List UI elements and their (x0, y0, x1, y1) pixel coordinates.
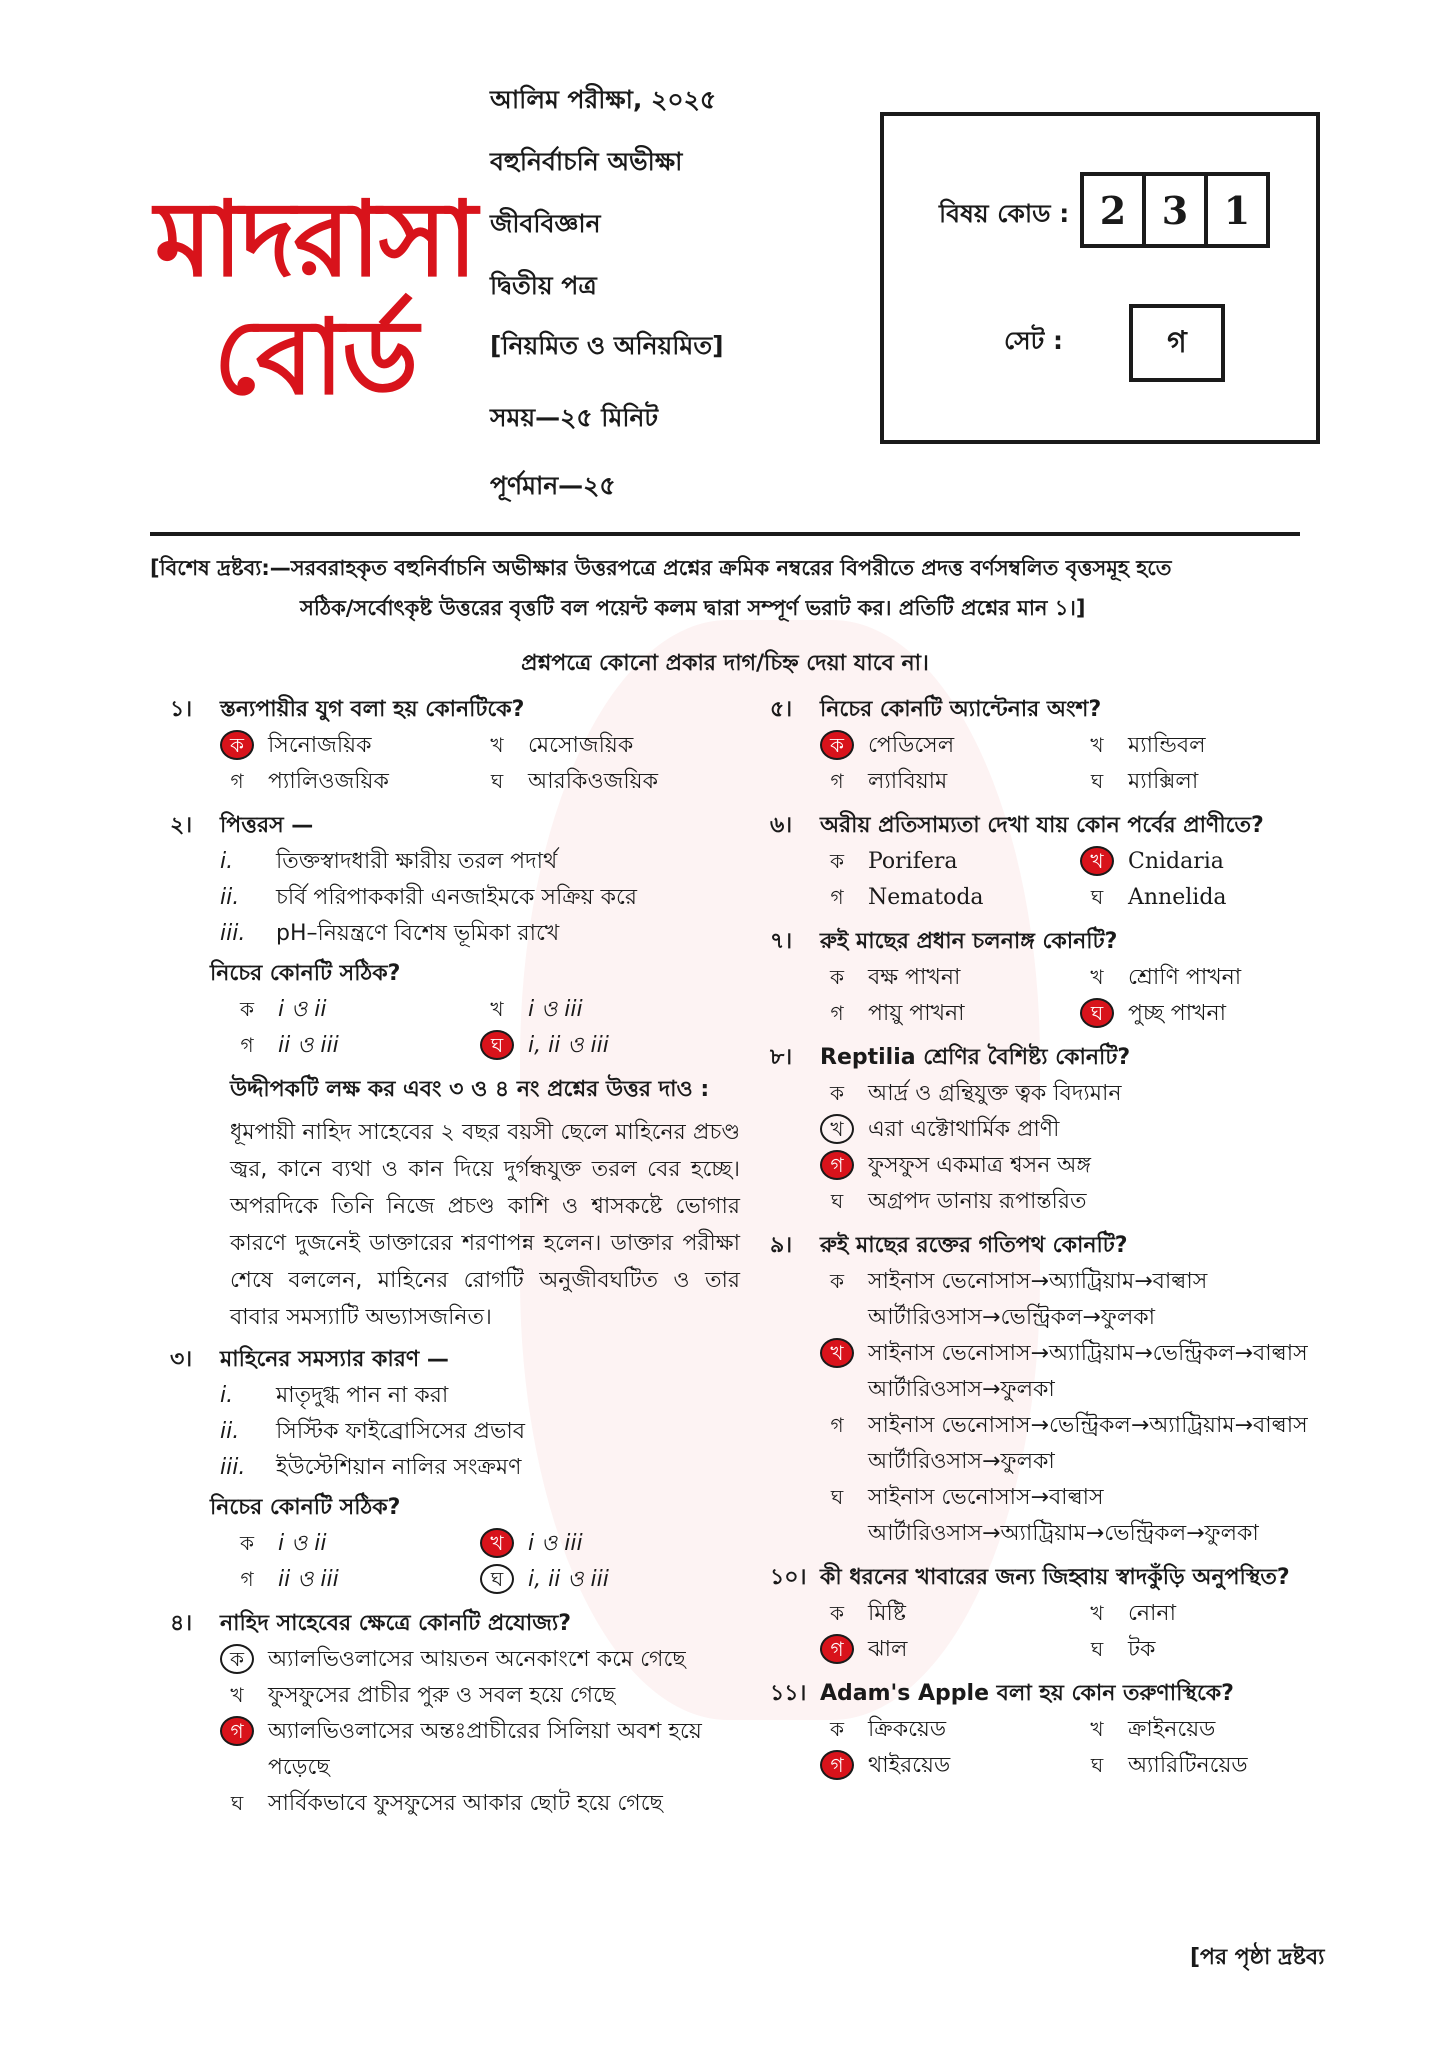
question-11 (770, 1676, 1330, 1784)
option-label: ঘ (230, 1791, 244, 1815)
option-text: ঝাল (868, 1637, 908, 1662)
option-text: প্যালিওজয়িক (268, 769, 389, 794)
sub-question: নিচের কোনটি সঠিক? (210, 961, 401, 986)
option-text: ল্যাবিয়াম (868, 769, 948, 794)
option-label: খ (490, 997, 504, 1021)
no-mark-instruction: প্রশ্নপত্রে কোনো প্রকার দাগ/চিহ্ন দেয়া যাবে না। (521, 651, 929, 676)
statement-number: i. (220, 1383, 234, 1408)
question-8 (770, 1040, 1330, 1220)
board-logo-line2: বোর্ড (213, 296, 417, 418)
option-label: গ (240, 1567, 254, 1591)
option (820, 1184, 1330, 1220)
question-number: ৩। (170, 1347, 193, 1372)
option-label: ঘ (1090, 769, 1104, 793)
option-text: পায়ু পাখনা (868, 1001, 965, 1026)
option (480, 1028, 730, 1064)
option (480, 1562, 730, 1598)
option (820, 1112, 1330, 1148)
answer-mark-icon: গ (820, 1634, 854, 1664)
statement (170, 916, 730, 952)
option-label: গ (830, 769, 844, 793)
option (480, 764, 730, 800)
option-text: পেডিসেল (868, 733, 955, 758)
option (820, 1408, 1330, 1480)
option-text: এরা এক্টোথার্মিক প্রাণী (868, 1117, 1060, 1142)
question-number: ৬। (770, 813, 793, 838)
option (1080, 844, 1330, 880)
option-label: খ (230, 1683, 244, 1707)
option (820, 880, 1070, 916)
question-text: স্তন্যপায়ীর যুগ বলা হয় কোনটিকে? (220, 697, 525, 722)
option-label: ঘ (1090, 1637, 1104, 1661)
option-label: ক (830, 965, 844, 989)
subject-code-box (880, 112, 1320, 444)
option (820, 1148, 1330, 1184)
option (1080, 728, 1330, 764)
option (480, 728, 730, 764)
option (220, 728, 470, 764)
question-5 (770, 692, 1330, 800)
question-text: কী ধরনের খাবারের জন্য জিহ্বায় স্বাদকুঁড়ি অনুপস্থিত? (820, 1565, 1290, 1590)
paper-name: দ্বিতীয় পত্র (490, 271, 597, 300)
option-text: i ও ii (278, 997, 327, 1022)
option-label: ক (830, 1269, 844, 1293)
statement-number: i. (220, 849, 234, 874)
question-7 (770, 924, 1330, 1032)
option (480, 992, 730, 1028)
option (820, 728, 1070, 764)
option (1080, 764, 1330, 800)
code-digit: 2 (1080, 172, 1146, 248)
option-label: খ (490, 733, 504, 757)
sub-question: নিচের কোনটি সঠিক? (210, 1495, 401, 1520)
option-text: নোনা (1128, 1601, 1176, 1626)
subject-code-digits (1084, 172, 1270, 248)
option-label: ঘ (480, 1564, 514, 1594)
option-text: অ্যালভিওলাসের আয়তন অনেকাংশে কমে গেছে (268, 1647, 686, 1672)
exam-type: বহুনির্বাচনি অভীক্ষা (490, 147, 683, 176)
option (1080, 996, 1330, 1032)
statement (170, 1378, 730, 1414)
answer-mark-icon: খ (820, 1338, 854, 1368)
option-text: ফুসফুসের প্রাচীর পুরু ও সবল হয়ে গেছে (268, 1683, 616, 1708)
option-text: i ও iii (528, 997, 583, 1022)
stimulus-text: ধূমপায়ী নাহিদ সাহেবের ২ বছর বয়সী ছেলে মাহিনের প্রচণ্ড জ্বর, কানে ব্যথা ও কান দিয়ে দুর্গন্ধযুক্ত তরল বের হচ্ছে। অপরদিকে তিনি নিজে প্রচণ্ড কাশি ও শ্বাসকষ্টে ভোগার কারণে দুজনেই ডাক্তারের শরণাপন্ন হলেন। ডাক্তার পরীক্ষা শেষে বললেন, মাহিনের রোগটি অনুজীবঘটিত ও তার বাবার সমস্যাটি অভ্যাসজনিত। (230, 1120, 740, 1330)
option-label: ঘ (490, 769, 504, 793)
option (480, 1526, 730, 1562)
statement (170, 1450, 730, 1486)
question-text: অরীয় প্রতিসাম্যতা দেখা যায় কোন পর্বের প্রাণীতে? (820, 813, 1264, 838)
option (220, 1786, 730, 1822)
option-label: খ (820, 1114, 854, 1144)
header-divider (150, 532, 1300, 536)
subject-name: জীববিজ্ঞান (490, 209, 601, 238)
question-text: মাহিনের সমস্যার কারণ — (220, 1347, 449, 1372)
option (1080, 960, 1330, 996)
option-text: বক্ষ পাখনা (868, 965, 961, 990)
set-label: সেট : (1004, 326, 1063, 355)
option-text: আর্দ্র ও গ্রন্থিযুক্ত ত্বক বিদ্যমান (868, 1081, 1122, 1106)
question-3 (170, 1342, 730, 1598)
next-page-note: [পর পৃষ্ঠা দ্রষ্টব্য (1190, 1945, 1325, 1970)
option-text: সাইনাস ভেনোসাস→অ্যাট্রিয়াম→ভেন্ট্রিকল→বাল্বাস আর্টারিওসাস→ফুলকা (868, 1341, 1308, 1402)
option (820, 1596, 1070, 1632)
option-text: পুচ্ছ পাখনা (1128, 1001, 1227, 1026)
board-logo (150, 180, 480, 416)
option-label: ঘ (1090, 885, 1104, 909)
option-text: অ্যালভিওলাসের অন্তঃপ্রাচীরের সিলিয়া অবশ হয়ে পড়েছে (268, 1719, 702, 1780)
option-label: ক (830, 1601, 844, 1625)
option (820, 996, 1070, 1032)
option-text: ii ও iii (278, 1033, 339, 1058)
option-text: সাইনাস ভেনোসাস→ভেন্ট্রিকল→অ্যাট্রিয়াম→বাল্বাস আর্টারিওসাস→ফুলকা (868, 1413, 1308, 1474)
special-note-line1: [বিশেষ দ্রষ্টব্য:—সরবরাহকৃত বহুনির্বাচনি অভীক্ষার উত্তরপত্রে প্রশ্নের ক্রমিক নম্বরের বিপরীতে প্রদত্ত বর্ণসম্বলিত বৃত্তসমূহ হতে (150, 556, 1172, 580)
option-text: i ও ii (278, 1531, 327, 1556)
right-column (770, 692, 1330, 1792)
question-text: Adam's Apple বলা হয় কোন তরুণাস্থিকে? (820, 1681, 1234, 1706)
option (220, 764, 470, 800)
option (820, 1748, 1070, 1784)
option-text: ক্রাইনয়েড (1128, 1717, 1216, 1742)
option-label: ঘ (830, 1189, 844, 1213)
question-number: ৭। (770, 929, 793, 954)
option-text: অ্যারিটিনয়েড (1128, 1753, 1248, 1778)
option-text: শ্রোণি পাখনা (1128, 965, 1242, 990)
special-note (150, 548, 1300, 628)
exam-title: আলিম পরীক্ষা, ২০২৫ (490, 85, 717, 114)
option (820, 1264, 1330, 1336)
question-number: ৮। (770, 1045, 793, 1070)
code-digit: 3 (1142, 172, 1208, 248)
question-text: নিচের কোনটি অ্যান্টেনার অংশ? (820, 697, 1102, 722)
option-text: i, ii ও iii (528, 1567, 609, 1592)
option-text: সাইনাস ভেনোসাস→অ্যাট্রিয়াম→বাল্বাস আর্টারিওসাস→ভেন্ট্রিকল→ফুলকা (868, 1269, 1208, 1330)
option (820, 844, 1070, 880)
question-number: ৫। (770, 697, 793, 722)
statement (170, 1414, 730, 1450)
option (820, 1076, 1330, 1112)
option-label: ক (240, 1531, 254, 1555)
option (230, 1562, 480, 1598)
question-number: ২। (170, 813, 193, 838)
option-text: আরকিওজয়িক (528, 769, 658, 794)
option-label: ক (830, 849, 844, 873)
option-label: ক (240, 997, 254, 1021)
option (230, 1028, 480, 1064)
option-text: i ও iii (528, 1531, 583, 1556)
question-text: পিত্তরস — (220, 813, 314, 838)
special-note-line2: সঠিক/সর্বোৎকৃষ্ট উত্তরের বৃত্তটি বল পয়েন্ট কলম দ্বারা সম্পূর্ণ ভরাট কর। প্রতিটি প্রশ্নের মান ১।] (300, 596, 1086, 620)
option (230, 992, 480, 1028)
option (1080, 1712, 1330, 1748)
option (820, 1712, 1070, 1748)
option-label: ঘ (1090, 1753, 1104, 1777)
option (220, 1642, 730, 1678)
statement-number: ii. (220, 1419, 240, 1444)
option (230, 1526, 480, 1562)
option-text: Annelida (1128, 885, 1227, 910)
option-text: সাইনাস ভেনোসাস→বাল্বাস আর্টারিওসাস→অ্যাট্রিয়াম→ভেন্ট্রিকল→ফুলকা (868, 1485, 1259, 1546)
option-label: গ (230, 769, 244, 793)
subject-code-label: বিষয় কোড : (939, 199, 1070, 228)
option-text: ফুসফুস একমাত্র শ্বসন অঙ্গ (868, 1153, 1091, 1178)
option-text: সার্বিকভাবে ফুসফুসের আকার ছোট হয়ে গেছে (268, 1791, 663, 1816)
option-text: ii ও iii (278, 1567, 339, 1592)
option-text: Porifera (868, 849, 958, 874)
option-text: ম্যান্ডিবল (1128, 733, 1206, 758)
option (820, 764, 1070, 800)
answer-mark-icon: ঘ (480, 1030, 514, 1060)
left-column (170, 692, 740, 1830)
option (220, 1714, 730, 1786)
option-text: মিষ্টি (868, 1601, 906, 1626)
board-logo-line1: মাদরাসা (154, 178, 476, 300)
question-9 (770, 1228, 1330, 1552)
statement (170, 844, 730, 880)
exam-category: [নিয়মিত ও অনিয়মিত] (490, 331, 724, 360)
option-text: টক (1128, 1637, 1156, 1662)
option-label: ক (220, 1644, 254, 1674)
question-6 (770, 808, 1330, 916)
question-text: রুই মাছের রক্তের গতিপথ কোনটি? (820, 1233, 1128, 1258)
option-text: ম্যাক্সিলা (1128, 769, 1199, 794)
answer-mark-icon: ক (820, 730, 854, 760)
question-number: ৯। (770, 1233, 793, 1258)
option-label: খ (1090, 1717, 1104, 1741)
answer-mark-icon: গ (820, 1750, 854, 1780)
full-marks: পূর্ণমান—২৫ (490, 471, 616, 500)
option-label: গ (240, 1033, 254, 1057)
option-text: i, ii ও iii (528, 1033, 609, 1058)
option-label: গ (830, 885, 844, 909)
statement-text: pH–নিয়ন্ত্রণে বিশেষ ভূমিকা রাখে (276, 921, 560, 946)
stem-intro: উদ্দীপকটি লক্ষ কর এবং ৩ ও ৪ নং প্রশ্নের উত্তর দাও : (230, 1077, 710, 1102)
statement (170, 880, 730, 916)
answer-mark-icon: খ (480, 1528, 514, 1558)
option-label: খ (1090, 733, 1104, 757)
set-value: গ (1129, 304, 1225, 382)
statement-text: চর্বি পরিপাককারী এনজাইমকে সক্রিয় করে (276, 885, 637, 910)
question-number: ১১। (770, 1681, 807, 1706)
option (820, 1480, 1330, 1552)
answer-mark-icon: গ (820, 1150, 854, 1180)
option-text: মেসোজয়িক (528, 733, 634, 758)
question-text: Reptilia শ্রেণির বৈশিষ্ট্য কোনটি? (820, 1045, 1131, 1070)
exam-time: সময়—২৫ মিনিট (490, 403, 659, 432)
question-10 (770, 1560, 1330, 1668)
option-label: গ (830, 1413, 844, 1437)
option (1080, 1748, 1330, 1784)
option-text: অগ্রপদ ডানায় রূপান্তরিত (868, 1189, 1087, 1214)
question-1 (170, 692, 730, 800)
option (1080, 1596, 1330, 1632)
option (820, 1632, 1070, 1668)
answer-mark-icon: ঘ (1080, 998, 1114, 1028)
option-label: ক (830, 1717, 844, 1741)
question-2 (170, 808, 730, 1064)
option-text: সিনোজয়িক (268, 733, 372, 758)
option (220, 1678, 730, 1714)
answer-mark-icon: ক (220, 730, 254, 760)
option (820, 960, 1070, 996)
question-text: রুই মাছের প্রধান চলনাঙ্গ কোনটি? (820, 929, 1118, 954)
answer-mark-icon: গ (220, 1716, 254, 1746)
option-label: গ (830, 1001, 844, 1025)
option (1080, 880, 1330, 916)
option-label: ঘ (830, 1485, 844, 1509)
option-text: ক্রিকয়েড (868, 1717, 947, 1742)
option-label: ক (830, 1081, 844, 1105)
statement-text: তিক্তস্বাদধারী ক্ষারীয় তরল পদার্থ (276, 849, 558, 874)
statement-number: iii. (220, 1455, 246, 1480)
statement-number: ii. (220, 885, 240, 910)
question-text: নাহিদ সাহেবের ক্ষেত্রে কোনটি প্রযোজ্য? (220, 1611, 572, 1636)
code-digit: 1 (1204, 172, 1270, 248)
question-number: ৪। (170, 1611, 193, 1636)
option-label: খ (1090, 1601, 1104, 1625)
option (820, 1336, 1330, 1408)
option (1080, 1632, 1330, 1668)
question-4 (170, 1606, 730, 1822)
option-text: Cnidaria (1128, 849, 1224, 874)
statement-text: মাতৃদুগ্ধ পান না করা (276, 1383, 449, 1408)
option-text: Nematoda (868, 885, 984, 910)
answer-mark-icon: খ (1080, 846, 1114, 876)
question-number: ১০। (770, 1565, 807, 1590)
question-number: ১। (170, 697, 193, 722)
option-text: থাইরয়েড (868, 1753, 951, 1778)
statement-text: ইউস্টেশিয়ান নালির সংক্রমণ (276, 1455, 522, 1480)
statement-number: iii. (220, 921, 246, 946)
statement-text: সিস্টিক ফাইব্রোসিসের প্রভাব (276, 1419, 525, 1444)
option-label: খ (1090, 965, 1104, 989)
